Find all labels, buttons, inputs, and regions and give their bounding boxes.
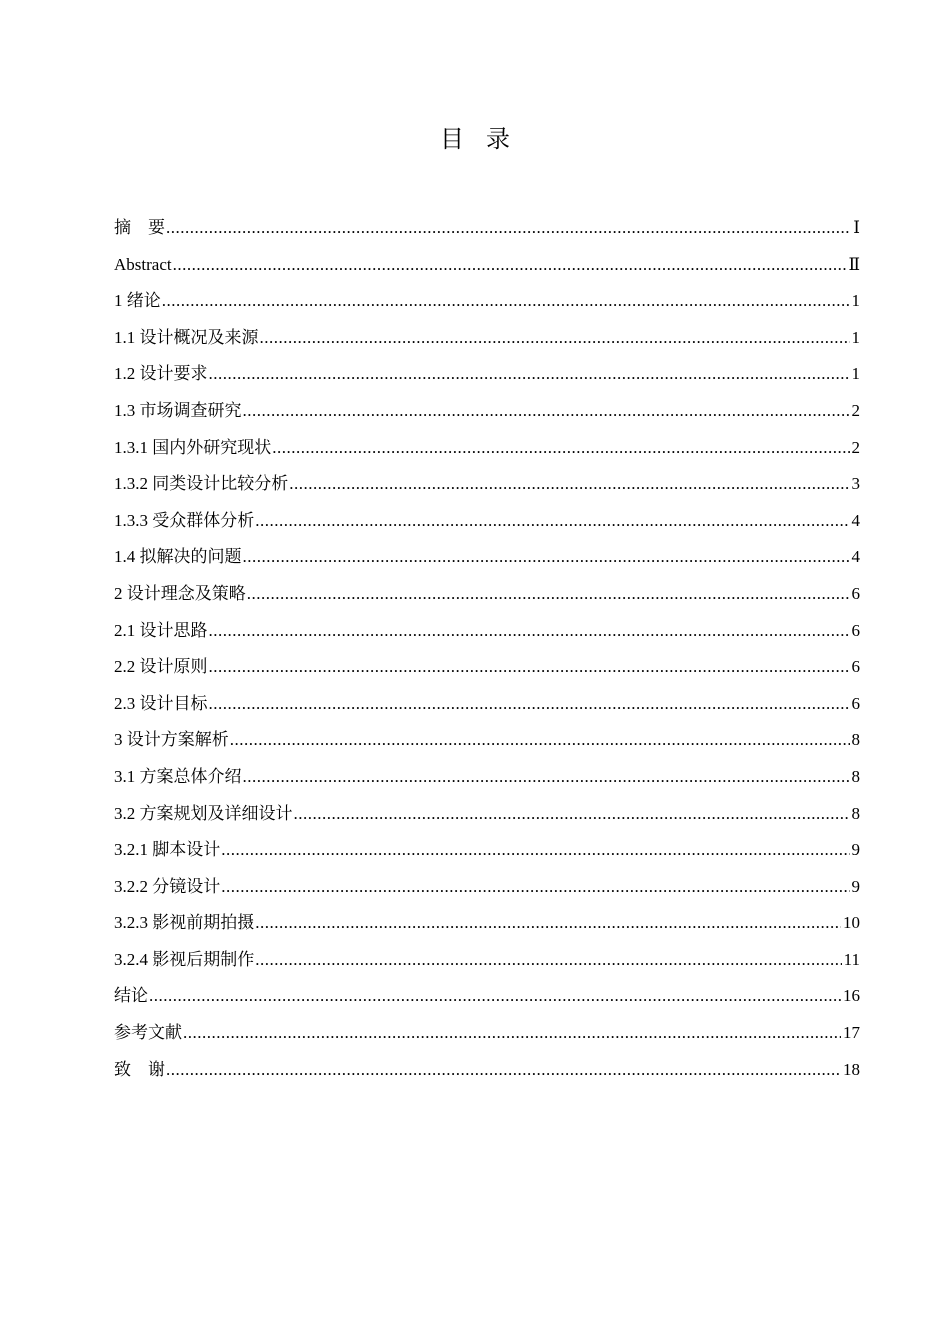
toc-entry-label: 1.1 设计概况及来源 [114, 327, 259, 347]
toc-entry [114, 356, 860, 393]
toc-dot-leader [162, 283, 850, 320]
toc-entry-label: 2.1 设计思路 [114, 620, 208, 640]
toc-entry [114, 283, 860, 320]
toc-entry-page: 2 [851, 437, 860, 457]
toc-entry [114, 722, 860, 759]
toc-entry-page: 6 [851, 620, 860, 640]
toc-entry-label: 摘 要 [114, 218, 165, 237]
toc-entry-label: 1 绪论 [114, 291, 161, 311]
toc-dot-leader [255, 905, 841, 942]
toc-dot-leader [209, 613, 850, 650]
toc-entry-label: 致 谢 [114, 1059, 165, 1079]
toc-entry-label: 3.2.4 影视后期制作 [114, 949, 255, 969]
toc-dot-leader [149, 978, 841, 1015]
toc-entry [114, 466, 860, 503]
toc-entry-label: 2.2 设计原则 [114, 657, 208, 677]
toc-dot-leader [260, 320, 850, 357]
toc-entry-label: 3.2.3 影视前期拍摄 [114, 913, 255, 933]
toc-entry [114, 649, 860, 686]
toc-dot-leader [209, 649, 850, 686]
toc-entry [114, 759, 860, 796]
toc-entry-label: 3.2.1 脚本设计 [114, 840, 221, 860]
toc-dot-leader [173, 247, 847, 284]
toc-entry [114, 869, 860, 906]
toc-entry-label: 1.4 拟解决的问题 [114, 547, 242, 567]
toc-entry-page: 2 [851, 400, 860, 420]
toc-entry-label: 3.2 方案规划及详细设计 [114, 803, 293, 823]
toc-dot-leader [166, 210, 851, 247]
toc-entry-page: 1 [851, 327, 860, 347]
toc-entry-page: 1 [851, 364, 860, 384]
toc-entry-label: 1.3 市场调查研究 [114, 400, 242, 420]
toc-entry-page: Ⅰ [853, 218, 860, 237]
toc-entry-page: 6 [851, 657, 860, 677]
toc-dot-leader [243, 393, 850, 430]
toc-entry-page: 6 [851, 583, 860, 603]
toc-entry-page: 9 [851, 876, 860, 896]
toc-entry-label: 结论 [114, 986, 148, 1006]
toc-dot-leader [209, 686, 850, 723]
toc-entry-page: 11 [843, 949, 860, 969]
toc-entry [114, 613, 860, 650]
toc-entry-label: 3.1 方案总体介绍 [114, 766, 242, 786]
toc-entry [114, 320, 860, 357]
toc-entry-label: 1.2 设计要求 [114, 364, 208, 384]
toc-entry [114, 247, 860, 284]
toc-entry-page: Ⅱ [848, 254, 860, 274]
toc-entry-label: 3.2.2 分镜设计 [114, 876, 221, 896]
toc-entry [114, 796, 860, 833]
toc-entry-page: 8 [851, 803, 860, 823]
toc-entry-page: 1 [851, 291, 860, 311]
toc-entry-label: Abstract [114, 254, 172, 274]
toc-dot-leader [221, 832, 849, 869]
toc-entry-label: 3 设计方案解析 [114, 730, 229, 750]
toc-dot-leader [272, 430, 849, 467]
toc-dot-leader [255, 942, 841, 979]
toc-dot-leader [289, 466, 849, 503]
toc-entry-page: 16 [843, 986, 860, 1006]
toc-dot-leader [243, 759, 850, 796]
toc-dot-leader [221, 869, 849, 906]
toc-entry [114, 686, 860, 723]
toc-entry [114, 1015, 860, 1052]
toc-entry-page: 4 [851, 510, 860, 530]
toc-dot-leader [255, 503, 849, 540]
toc-dot-leader [247, 576, 850, 613]
toc-entry-label: 2 设计理念及策略 [114, 583, 246, 603]
toc-entry-page: 8 [851, 730, 860, 750]
toc-entry [114, 393, 860, 430]
toc-entry-label: 2.3 设计目标 [114, 693, 208, 713]
toc-entry [114, 978, 860, 1015]
toc-dot-leader [243, 539, 850, 576]
toc-entry-label: 参考文献 [114, 1023, 182, 1043]
toc-entry-page: 17 [843, 1023, 860, 1043]
toc-entry-label: 1.3.3 受众群体分析 [114, 510, 255, 530]
toc-entry [114, 210, 860, 247]
toc-entry-page: 6 [851, 693, 860, 713]
toc-entry-label: 1.3.1 国内外研究现状 [114, 437, 272, 457]
toc-entry [114, 942, 860, 979]
toc-entry [114, 576, 860, 613]
toc-entry [114, 1052, 860, 1089]
toc-dot-leader [294, 796, 850, 833]
toc-entry-page: 10 [843, 913, 860, 933]
toc-entry [114, 430, 860, 467]
toc-entry [114, 503, 860, 540]
toc-list [114, 210, 860, 1088]
toc-dot-leader [230, 722, 850, 759]
toc-entry-label: 1.3.2 同类设计比较分析 [114, 474, 289, 494]
toc-entry-page: 4 [851, 547, 860, 567]
toc-entry-page: 9 [851, 840, 860, 860]
toc-entry [114, 539, 860, 576]
toc-entry-page: 8 [851, 766, 860, 786]
toc-entry [114, 832, 860, 869]
page-title: 目录 [440, 125, 532, 153]
toc-dot-leader [209, 356, 850, 393]
toc-entry [114, 905, 860, 942]
toc-entry-page: 18 [843, 1059, 860, 1079]
toc-dot-leader [166, 1052, 841, 1089]
toc-entry-page: 3 [851, 474, 860, 494]
toc-dot-leader [183, 1015, 841, 1052]
